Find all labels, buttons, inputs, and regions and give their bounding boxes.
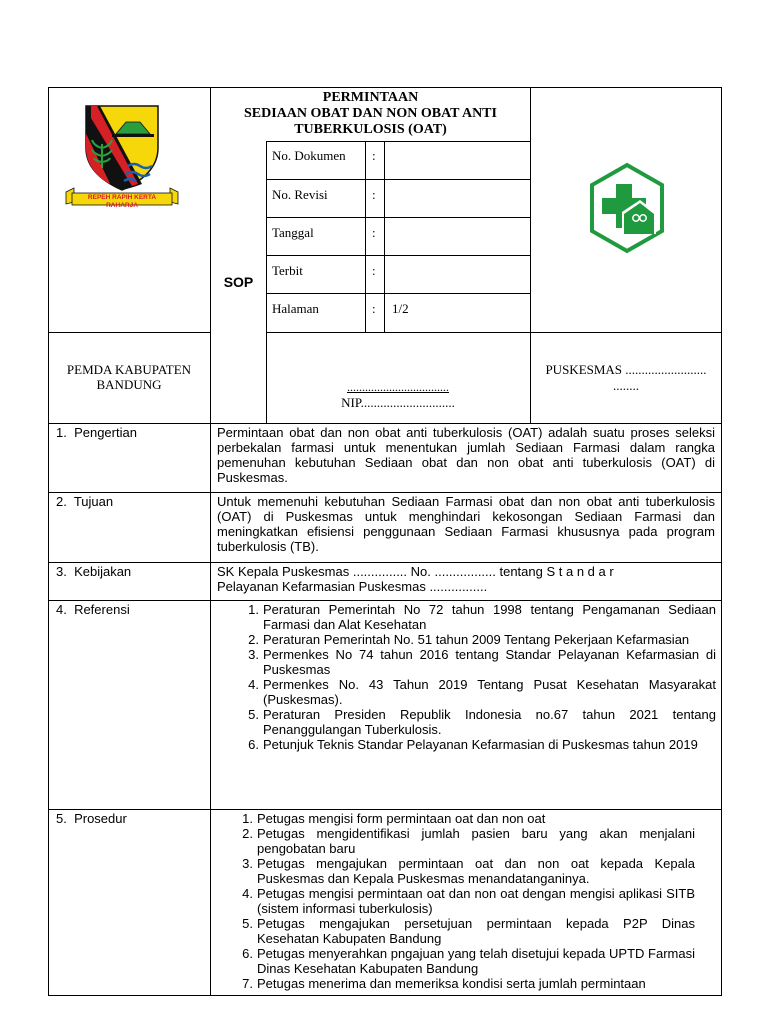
sop-label: SOP bbox=[223, 274, 254, 290]
meta-colon: : bbox=[372, 148, 376, 163]
meta-colon: : bbox=[372, 301, 376, 316]
list-item: 1. Peraturan Pemerintah No 72 tahun 1998 tentang Pengamanan Sediaan Farmasi dan Alat Kesehatan bbox=[248, 602, 716, 632]
meta-colon: : bbox=[372, 263, 376, 278]
puskesmas-name bbox=[531, 362, 721, 394]
kebijakan-line-1: SK Kepala Puskesmas ............... No. ................. tentang S t a n d a r bbox=[217, 564, 614, 579]
title-line-3: TUBERKULOSIS (OAT) bbox=[294, 122, 447, 137]
logo-banner-text: REPEH RAPIH KERTA RAHARJA bbox=[87, 194, 157, 209]
meta-colon: : bbox=[372, 225, 376, 240]
list-item: 3. Permenkes No 74 tahun 2016 tentang Standar Pelayanan Kefarmasian di Puskesmas bbox=[248, 647, 716, 677]
section-label-tujuan: 2. Tujuan bbox=[56, 494, 114, 509]
list-item: 5. Peraturan Presiden Republik Indonesia no.67 tahun 2021 tentang Penanggulangan Tuberkulosis. bbox=[248, 707, 716, 737]
section-label-pengertian: 1. Pengertian bbox=[56, 425, 137, 440]
puskesmas-logo bbox=[588, 162, 666, 254]
referensi-list bbox=[233, 602, 716, 752]
list-item: 6. Petunjuk Teknis Standar Pelayanan Kefarmasian di Puskesmas tahun 2019 bbox=[248, 737, 698, 752]
meta-label-halaman: Halaman bbox=[272, 301, 319, 316]
list-item: 5. Petugas mengajukan persetujuan permintaan kepada P2P Dinas Kesehatan Kabupaten Bandung bbox=[242, 916, 695, 946]
meta-colon: : bbox=[372, 187, 376, 202]
list-item: 2. Peraturan Pemerintah No. 51 tahun 2009 Tentang Pekerjaan Kefarmasian bbox=[248, 632, 690, 647]
meta-label-tanggal: Tanggal bbox=[272, 225, 314, 240]
list-item: 6. Petugas menyerahkan pngajuan yang telah disetujui kepada UPTD Farmasi Dinas Kesehatan Kabupaten Bandung bbox=[242, 946, 695, 976]
section-text-tujuan: Untuk memenuhi kebutuhan Sediaan Farmasi obat dan non obat anti tuberkulosis (OAT) di Puskesmas untuk menghindari kekosongan Sediaan Farmasi dan meningkatkan efisiensi penggunaan Sediaan Farmasi khususnya pada program tuberkulosis (TB). bbox=[217, 494, 715, 554]
puskesmas-line-1: PUSKESMAS ......................... bbox=[545, 362, 707, 377]
section-label-referensi: 4. Referensi bbox=[56, 602, 130, 617]
puskesmas-line-2: ........ bbox=[613, 378, 639, 393]
section-label-prosedur: 5. Prosedur bbox=[56, 811, 127, 826]
meta-label-no-revisi: No. Revisi bbox=[272, 187, 328, 202]
section-text-pengertian: Permintaan obat dan non obat anti tuberkulosis (OAT) adalah suatu proses seleksi perbekalan farmasi untuk menentukan jumlah Sediaan Farmasi dalam rangka pemenuhan kebutuhan Sediaan obat dan non obat anti tuberkulosis (OAT) di Puskesmas. bbox=[217, 425, 715, 485]
meta-label-terbit: Terbit bbox=[272, 263, 303, 278]
org-name: PEMDA KABUPATEN BANDUNG bbox=[66, 362, 192, 392]
document-title bbox=[211, 90, 530, 138]
list-item: 1. Petugas mengisi form permintaan oat dan non oat bbox=[242, 811, 546, 826]
list-item: 2. Petugas mengidentifikasi jumlah pasien baru yang akan menjalani pengobatan baru bbox=[242, 826, 695, 856]
list-item: 7. Petugas menerima dan memeriksa kondisi serta jumlah permintaan bbox=[242, 976, 646, 991]
prosedur-list bbox=[227, 811, 695, 995]
nip-line: NIP............................. bbox=[341, 395, 455, 410]
section-text-kebijakan bbox=[217, 564, 715, 594]
meta-label-no-dokumen: No. Dokumen bbox=[272, 148, 346, 163]
list-item: 4. Permenkes No. 43 Tahun 2019 Tentang Pusat Kesehatan Masyarakat (Puskesmas). bbox=[248, 677, 716, 707]
list-item: 4. Petugas mengisi permintaan oat dan non oat dengan mengisi aplikasi SITB (sistem informasi tuberkulosis) bbox=[242, 886, 695, 916]
title-line-1: PERMINTAAN bbox=[322, 90, 419, 105]
kebijakan-line-2: Pelayanan Kefarmasian Puskesmas ................ bbox=[217, 579, 488, 594]
list-item: 3. Petugas mengajukan permintaan oat dan non oat kepada Kepala Puskesmas dan Kepala Puskesmas menandatanganinya. bbox=[242, 856, 695, 886]
meta-value-halaman: 1/2 bbox=[392, 301, 409, 316]
title-line-2: SEDIAAN OBAT DAN NON OBAT ANTI bbox=[244, 106, 497, 121]
signature-line: .................................. bbox=[347, 380, 449, 394]
section-label-kebijakan: 3. Kebijakan bbox=[56, 564, 132, 579]
